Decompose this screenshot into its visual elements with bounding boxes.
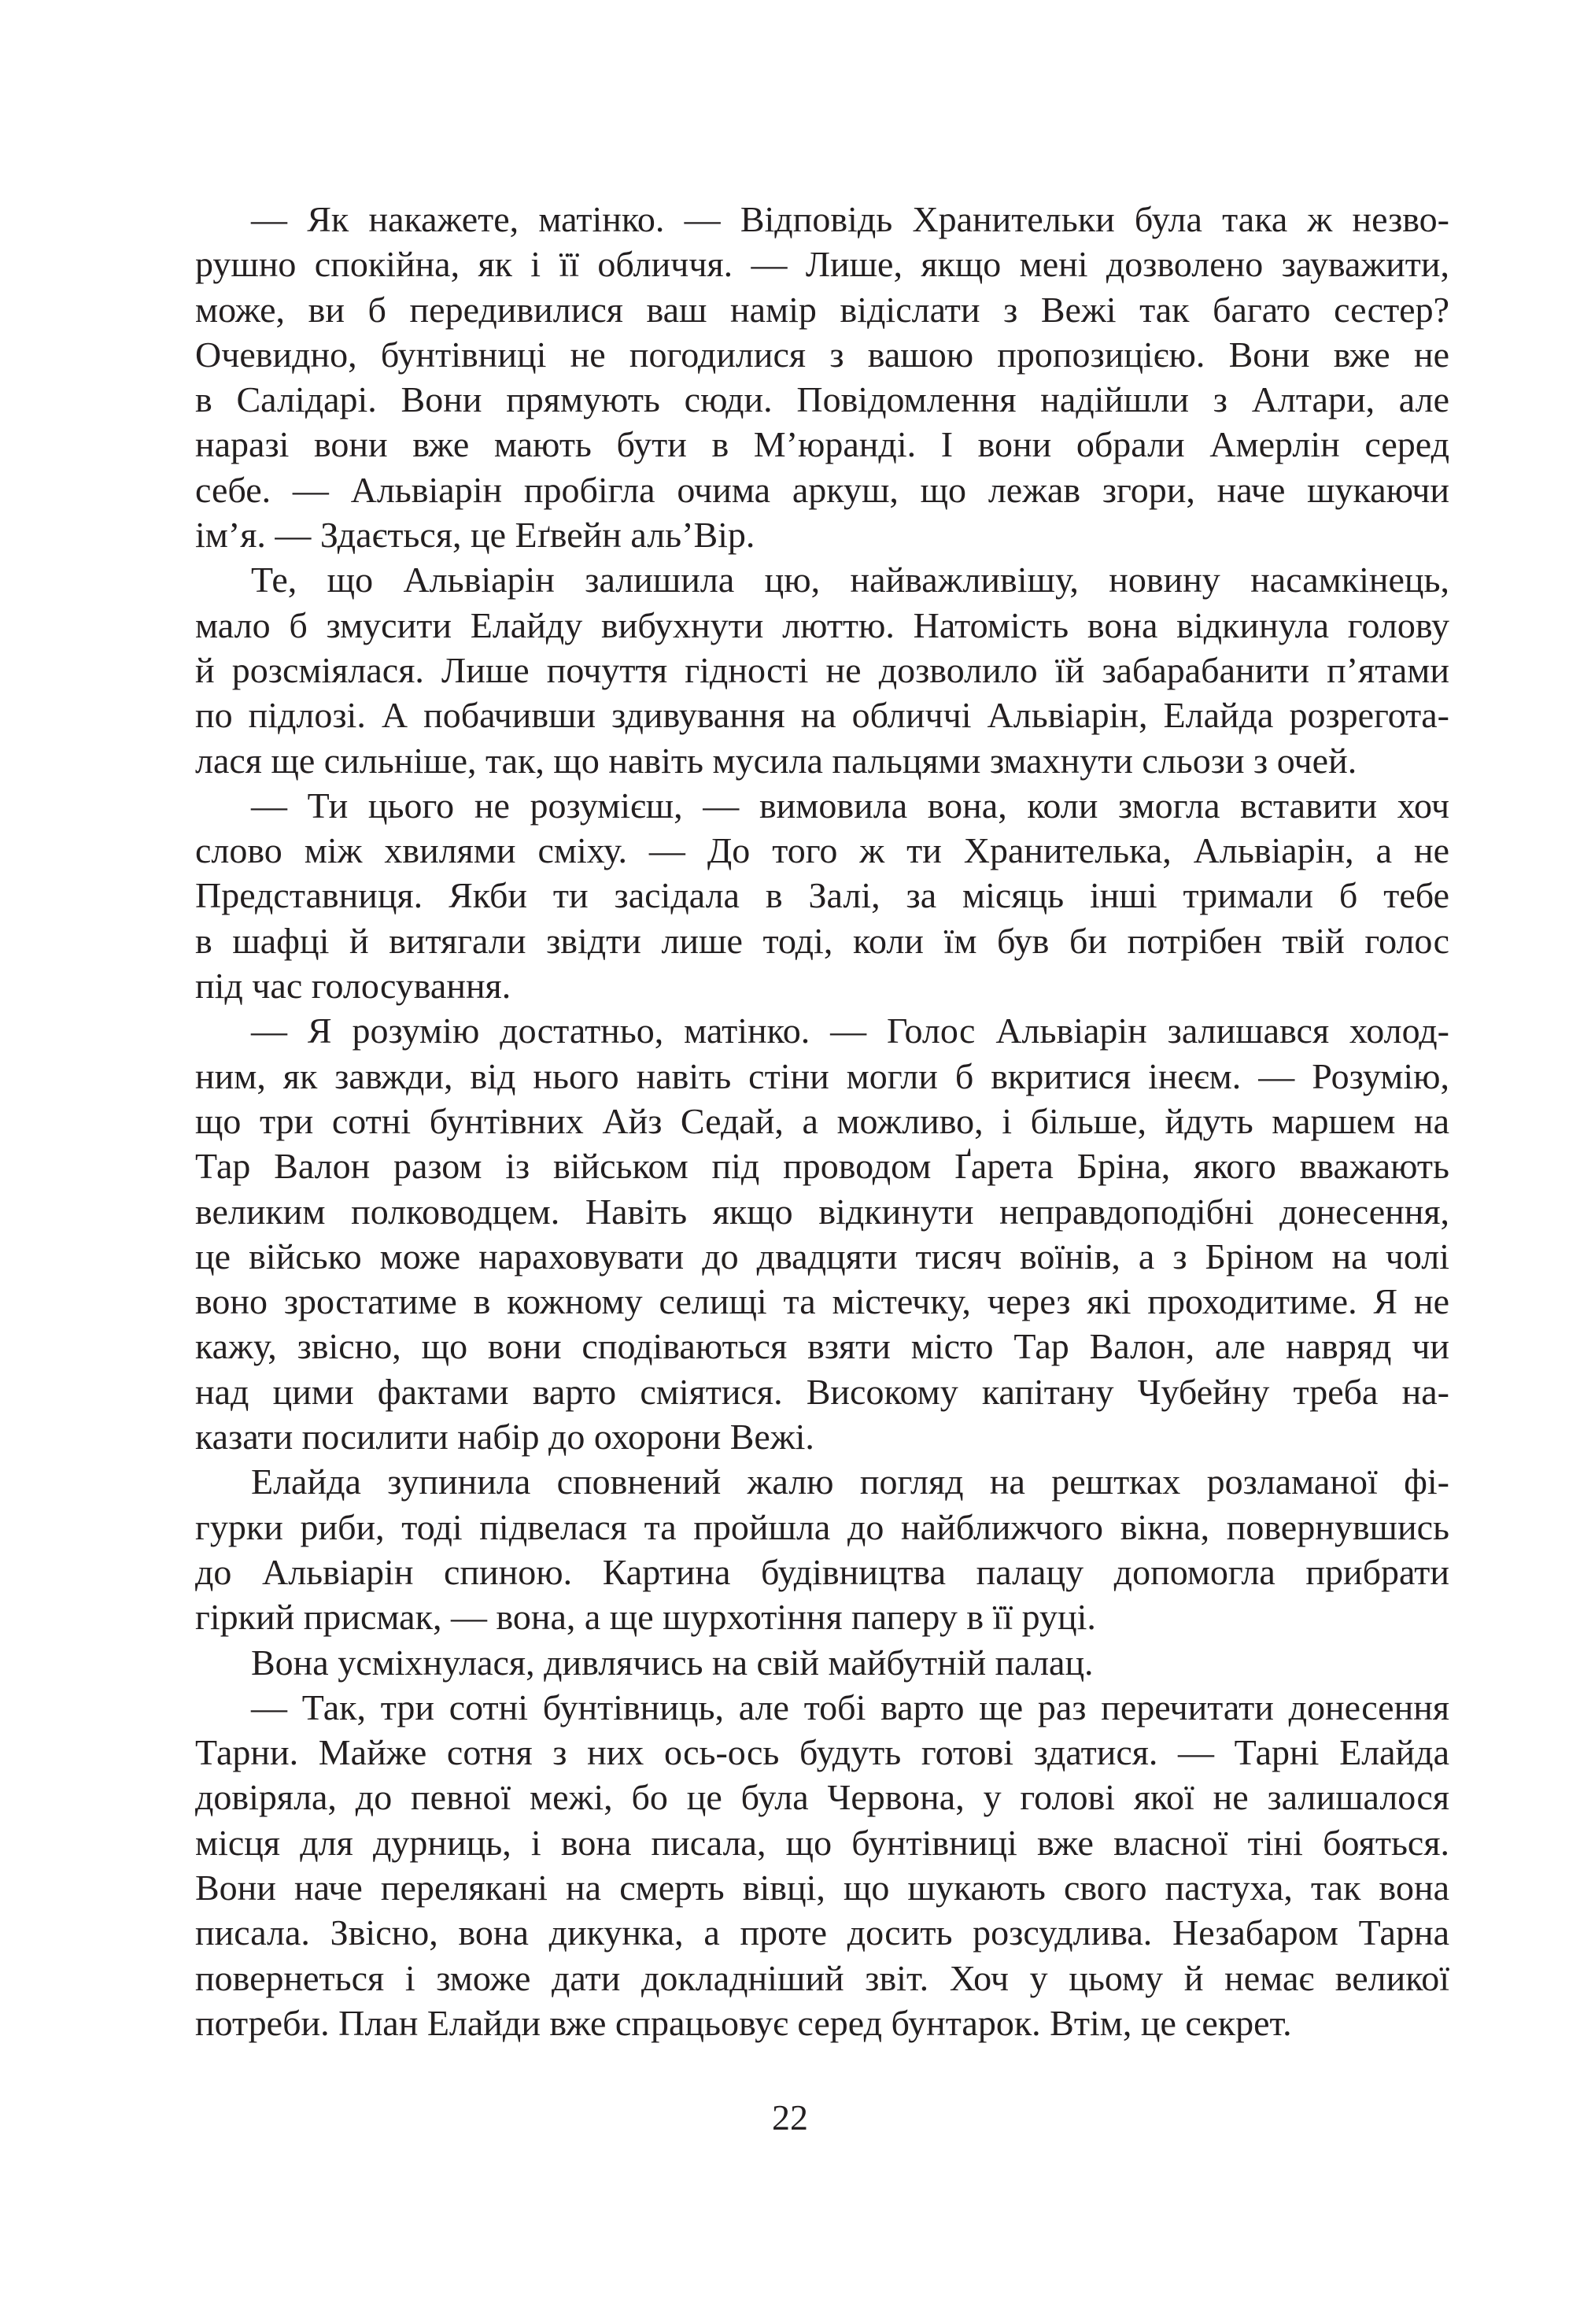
text-line: це військо може нараховувати до двадцяти тисяч воїнів, а з Бріном на чолі	[195, 1236, 1449, 1277]
text-line: ім’я. — Здається, це Еґвейн аль’Вір.	[195, 515, 755, 556]
paragraph-3	[195, 783, 1449, 1008]
paragraph-6	[195, 1640, 1449, 1685]
text-line: казати посилити набір до охорони Вежі.	[195, 1417, 814, 1458]
text-line: кажу, звісно, що вони сподіваються взяти місто Тар Валон, але навряд чи	[195, 1326, 1449, 1367]
text-line: Тар Валон разом із військом під проводом Ґарета Бріна, якого вважають	[195, 1146, 1449, 1187]
paragraph-4	[195, 1008, 1449, 1459]
text-line: Очевидно, бунтівниці не погодилися з вашою пропозицією. Вони вже не	[195, 334, 1449, 375]
text-line: під час голосування.	[195, 966, 511, 1007]
text-line: воно зростатиме в кожному селищі та містечку, через які проходитиме. Я не	[195, 1281, 1449, 1322]
text-line: лася ще сильніше, так, що навіть мусила пальцями змахнути сльози з очей.	[195, 740, 1357, 781]
paragraph-1	[195, 197, 1449, 557]
text-line: може, ви б передивилися ваш намір відіслати з Вежі так багато сестер?	[195, 289, 1449, 330]
text-line: Вони наче перелякані на смерть вівці, що шукають свого пастуха, так вона	[195, 1867, 1449, 1908]
text-line: себе. — Альвіарін пробігла очима аркуш, що лежав згори, наче шукаючи	[195, 469, 1449, 510]
text-line: писала. Звісно, вона дикунка, а проте досить розсудлива. Незабаром Тарна	[195, 1912, 1449, 1953]
text-line: слово між хвилями сміху. — До того ж ти Хранителька, Альвіарін, а не	[195, 830, 1449, 871]
text-line: — Як накажете, матінко. — Відповідь Хранительки була така ж незво-	[251, 199, 1449, 239]
text-line: що три сотні бунтівних Айз Седай, а можливо, і більше, йдуть маршем на	[195, 1100, 1449, 1141]
text-line: Представниця. Якби ти засідала в Залі, за місяць інші тримали б тебе	[195, 875, 1449, 916]
text-line: — Я розумію достатньо, матінко. — Голос Альвіарін залишався холод-	[251, 1011, 1449, 1051]
text-line: ним, як завжди, від нього навіть стіни могли б вкритися інеєм. — Розумію,	[195, 1055, 1449, 1096]
text-line: — Ти цього не розумієш, — вимовила вона, коли змогла вставити хоч	[251, 785, 1449, 826]
text-line: рушно спокійна, як і її обличчя. — Лише, якщо мені дозволено зауважити,	[195, 244, 1449, 285]
text-line: місця для дурниць, і вона писала, що бунтівниці вже власної тіні бояться.	[195, 1822, 1449, 1863]
book-page-body	[195, 197, 1449, 2045]
text-line: повернеться і зможе дати докладніший звіт. Хоч у цьому й немає великої	[195, 1957, 1449, 1998]
text-line: в шафці й витягали звідти лише тоді, коли їм був би потрібен твій голос	[195, 920, 1449, 961]
text-line: до Альвіарін спиною. Картина будівництва палацу допомогла прибрати	[195, 1551, 1449, 1592]
text-line: — Так, три сотні бунтівниць, але тобі варто ще раз перечитати донесення	[251, 1687, 1449, 1727]
text-line: гурки риби, тоді підвелася та пройшла до найближчого вікна, повернувшись	[195, 1506, 1449, 1547]
text-line: довіряла, до певної межі, бо це була Червона, у голові якої не залишалося	[195, 1777, 1449, 1818]
text-line: над цими фактами варто сміятися. Високому капітану Чубейну треба на-	[195, 1371, 1449, 1412]
text-line: по підлозі. А побачивши здивування на обличчі Альвіарін, Елайда розреготa-	[195, 695, 1449, 736]
text-line: великим полководцем. Навіть якщо відкинути неправдоподібні донесення,	[195, 1191, 1449, 1232]
paragraph-7	[195, 1685, 1449, 2045]
text-line: в Салідарі. Вони прямують сюди. Повідомлення надійшли з Алтари, але	[195, 379, 1449, 420]
paragraph-5	[195, 1459, 1449, 1639]
text-line: Вона усміхнулася, дивлячись на свій майбутній палац.	[251, 1642, 1094, 1683]
page-number: 22	[772, 2097, 808, 2137]
text-line: Те, що Альвіарін залишила цю, найважливішу, новину насамкінець,	[251, 560, 1449, 600]
paragraph-2	[195, 557, 1449, 782]
text-line: гіркий присмак, — вона, а ще шурхотіння паперу в її руці.	[195, 1597, 1096, 1638]
text-line: потреби. План Елайди вже спрацьовує серед бунтарок. Втім, це секрет.	[195, 2002, 1292, 2043]
text-line: Тарни. Майже сотня з них ось-ось будуть готові здатися. — Тарні Елайда	[195, 1732, 1449, 1773]
text-line: мало б змусити Елайду вибухнути люттю. Натомість вона відкинула голову	[195, 604, 1449, 645]
text-line: й розсміялася. Лише почуття гідності не дозволило їй забарабанити п’ятами	[195, 649, 1449, 690]
text-line: наразі вони вже мають бути в М’юранді. І вони обрали Амерлін серед	[195, 424, 1449, 465]
text-line: Елайда зупинила сповнений жалю погляд на рештках розламаної фі-	[251, 1461, 1449, 1502]
